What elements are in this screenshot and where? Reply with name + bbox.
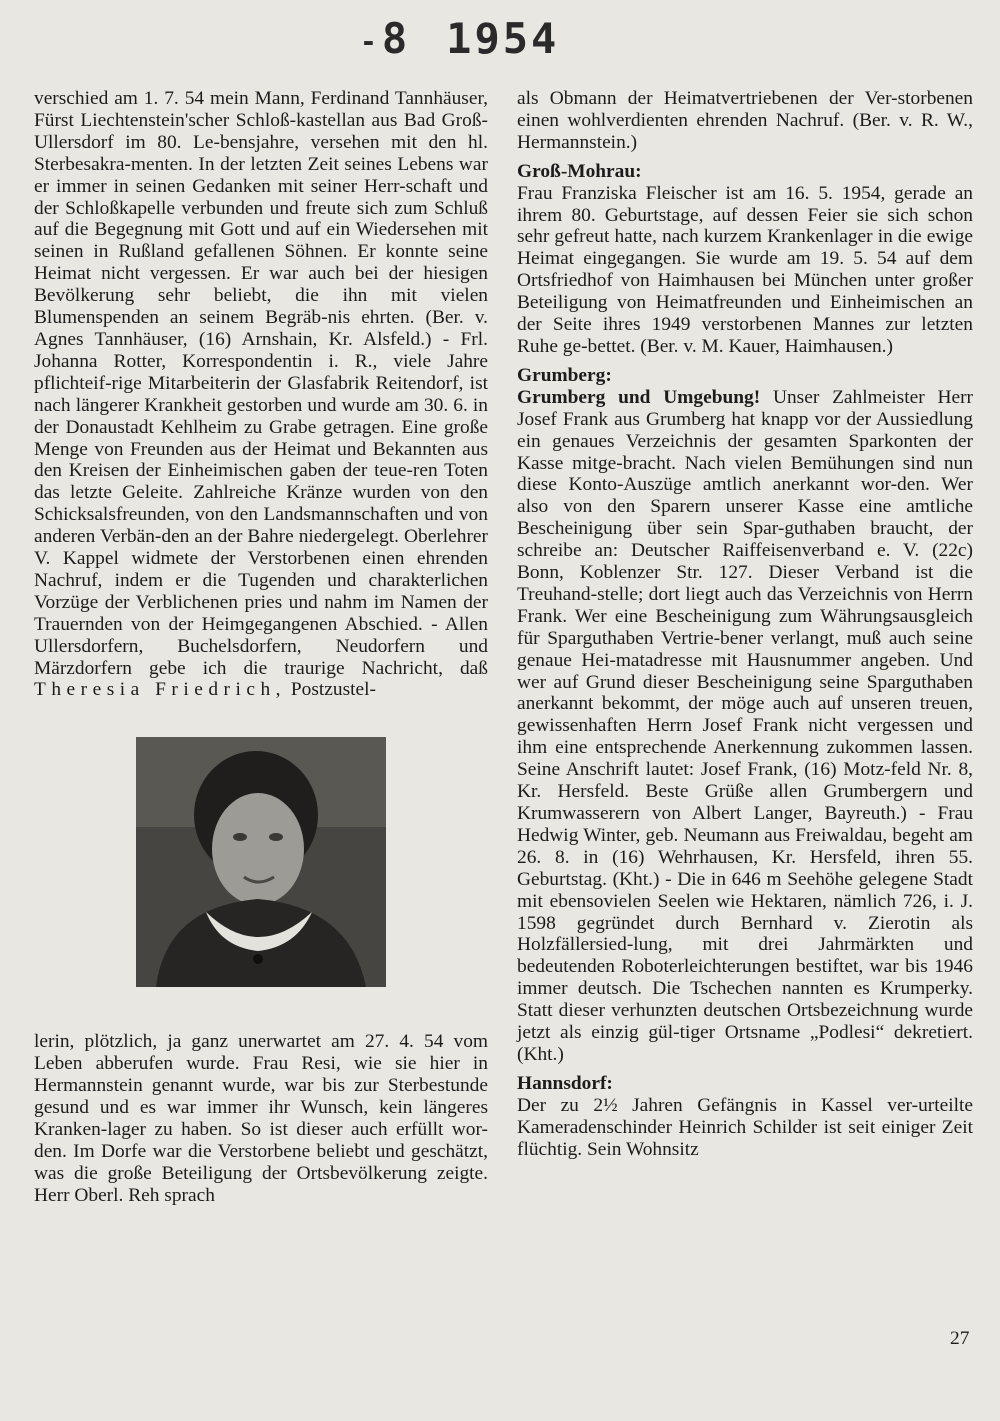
deceased-name: Theresia Friedrich, <box>34 679 287 701</box>
article-grumberg <box>517 387 973 1066</box>
article-continued: als Obmann der Heimatvertriebenen der Ver-storbenen einen wohlverdienten ehrenden Nachruf. (Ber. v. R. W., Hermannstein.) <box>517 88 973 153</box>
obituary-text <box>34 88 488 701</box>
obituary-paragraph: verschied am 1. 7. 54 mein Mann, Ferdinand Tannhäuser, Fürst Liechtenstein'scher Schloß-kastellan aus Bad Groß-Ullersdorf im 80. Le-bensjahre, versehen mit den hl. Sterbesakra-menten. In der letzten Zeit seines Lebens war er immer in seinen Gedanken mit seiner Herr-schaft und der Schloßkapelle verbunden und freute sich zum Schluß auf die Begegnung mit Gott und auf ein Wiedersehen mit seinen in Rußland gefallenen Söhnen. Er konnte seine Heimat nicht vergessen. Er war auch bei der hiesigen Bevölkerung sehr beliebt, die ihn mit vielen Blumenspenden an seinem Begräb-nis ehrten. (Ber. v. Agnes Tannhäuser, (16) Arnshain, Kr. Alsfeld.) - Frl. Johanna Rotter, Korrespondentin i. R., viele Jahre pflichteif-rige Mitarbeiterin der Glasfabrik Reitendorf, ist nach längerer Krankheit gestorben und wurde am 30. 6. in der Donaustadt Kehlheim zu Grabe getragen. Eine große Menge von Freunden aus der Heimat und Bekannten aus den Kreisen der Einheimischen gaben der teue-ren Toten das letzte Geleite. Zahlreiche Kränze wurden von den Schicksalsfreunden, von den Landsmannschaften und von anderen Verbän-den an der Bahre niedergelegt. Oberlehrer V. Kappel widmete der Verstorbenen einen ehrenden Nachruf, indem er die Tugenden und charakterlichen Vorzüge der Verblichenen pries und nahm im Namen der Trauernden von der Heimgegangenen Abschied. - Allen Ullersdorfern, Buchelsdorfern, Neudorfern und Märzdorfern gebe ich die traurige Nachricht, daß <box>34 88 488 679</box>
left-column <box>34 88 488 1207</box>
subheading-grumberg: Grumberg und Umgebung! <box>517 386 761 408</box>
right-column <box>517 88 973 1161</box>
portrait-photo <box>136 737 386 987</box>
page-number: 27 <box>950 1328 970 1349</box>
article-hannsdorf: Der zu 2½ Jahren Gefängnis in Kassel ver-urteilte Kameradenschinder Heinrich Schilder ist seit einiger Zeit flüchtig. Sein Wohnsitz <box>517 1094 973 1160</box>
section-heading-hannsdorf: Hannsdorf: <box>517 1072 613 1094</box>
obituary-continued: lerin, plötzlich, ja ganz unerwartet am 27. 4. 54 vom Leben abberufen wurde. Frau Resi, wie sie hier in Hermannstein genannt wurde, war bis zur Sterbestunde gesund und es war immer ihr Wunsch, kein längeres Kranken-lager zu haben. So ist dieser auch erfüllt wor-den. Im Dorfe war die Verstorbene beliebt und geschätzt, was die große Beteiligung der Ortsbevölkerung zeigte. Herr Oberl. Reh sprach <box>34 1031 488 1206</box>
article-grumberg-text: Unser Zahlmeister Herr Josef Frank aus Grumberg hat knapp vor der Aussiedlung ein genaues Verzeichnis der gesamten Sparkonten der Kasse mitge-bracht. Nach vielen Bemühungen sind nun diese Konto-Auszüge amtlich anerkannt wor-den. Wer also von den Sparern unserer Kasse eine amtliche Bescheinigung über sein Spar-guthaben braucht, der schreibe an: Deutscher Raiffeisenverband e. V. (22c) Bonn, Koblenzer Str. 127. Dieser Verband ist die Treuhand-stelle; dort liegt auch das Verzeichnis von Herrn Frank. Wer eine Bescheinigung zum Währungsausgleich für Sparguthaben Vertrie-bener verlangt, muß auch seine genaue Hei-matadresse mit Hausnummer angeben. Und wer auf Grund dieser Bescheinigung seine Sparguthaben anerkannt bekommt, der möge auch auf unseren treuen, gewissenhaften Herrn Josef Frank nicht vergessen und ihm eine entsprechende Anerkennung zukommen lassen. Seine Anschrift lautet: Josef Frank, (16) Motz-feld Nr. 8, Kr. Hersfeld. Beste Grüße allen Grumbergern und Krumwasserern von Albert Langer, Bayreuth.) - Frau Hedwig Winter, geb. Neumann aus Freiwaldau, begeht am 26. 8. in (16) Wehrhausen, Kr. Hersfeld, ihren 55. Geburtstag. (Kht.) - Die in 646 m Seehöhe gelegene Stadt mit ebensovielen Seelen wie Hektaren, nämlich 726, i. J. 1598 gegründet durch Bernhard v. Zierotin als Holzfällersied-lung, mit drei Jahrmärkten und bedeutenden Roboterleichterungen bestiftet, war bis 1946 immer deutsch. Die Tschechen nannten es Krumperky. Statt dieser verhunzten deutschen Ortsbezeichnung wurde jetzt als einzig gül-tiger Ortsname „Podlesi“ dekretiert. (Kht.) <box>517 386 973 1065</box>
issue-stamp <box>360 14 559 63</box>
section-heading-gross-mohrau: Groß-Mohrau: <box>517 160 642 182</box>
stamp-dash: - <box>360 25 380 58</box>
obituary-paragraph-end: Postzustel- <box>290 679 376 701</box>
portrait-image <box>136 737 386 987</box>
issue-number: 8 <box>381 14 411 63</box>
issue-year: 1954 <box>446 14 560 63</box>
article-gross-mohrau: Frau Franziska Fleischer ist am 16. 5. 1954, gerade an ihrem 80. Geburtstage, auf dessen Feier sie sich schon sehr gefreut hatte, nach kurzem Krankenlager in die ewige Heimat eingegangen. Sie wurde am 19. 5. 54 auf dem Ortsfriedhof von Haimhausen bei München unter großer Beteiligung von Heimatfreunden und Einheimischen an der Seite ihres 1949 verstorbenen Mannes zur letzten Ruhe ge-bettet. (Ber. v. M. Kauer, Haimhausen.) <box>517 182 973 357</box>
section-heading-grumberg: Grumberg: <box>517 364 612 386</box>
